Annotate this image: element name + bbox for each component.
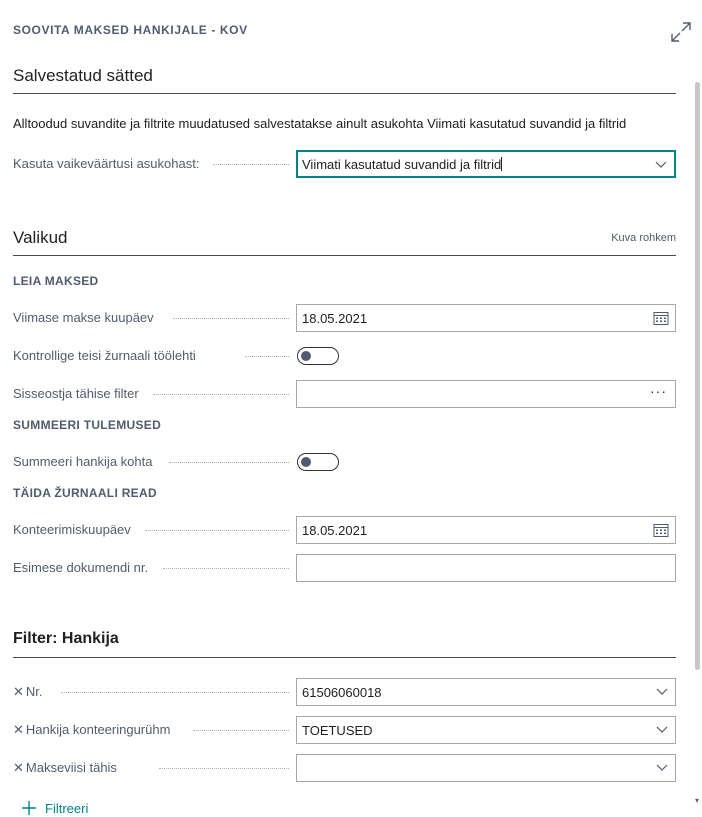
show-more-link[interactable]: Kuva rohkem bbox=[611, 232, 676, 244]
last-payment-date-input[interactable] bbox=[296, 304, 676, 332]
chevron-down-icon bbox=[656, 688, 668, 696]
filter-field-name: Nr. bbox=[25, 684, 43, 699]
vendor-filter-label bbox=[13, 722, 170, 738]
last-payment-date-label: Viimase makse kuupäev bbox=[13, 310, 154, 325]
calendar-icon[interactable] bbox=[653, 523, 669, 537]
last-payment-date-field bbox=[13, 304, 676, 332]
buyer-code-filter-input[interactable] bbox=[296, 380, 676, 408]
remove-filter-icon[interactable]: ✕ bbox=[13, 684, 24, 699]
leader-dots bbox=[169, 462, 289, 463]
more-options-icon[interactable]: ··· bbox=[650, 383, 667, 399]
leader-dots bbox=[173, 318, 289, 319]
toggle-knob bbox=[301, 457, 311, 467]
leader-dots bbox=[145, 530, 289, 531]
section-title: Valikud bbox=[13, 228, 68, 247]
options-header bbox=[13, 228, 676, 256]
last-payment-date-value: 18.05.2021 bbox=[302, 311, 368, 326]
starting-doc-no-label: Esimese dokumendi nr. bbox=[13, 560, 149, 575]
leader-dots bbox=[245, 356, 289, 357]
text-caret bbox=[501, 157, 502, 171]
add-filter-label: Filtreeri bbox=[45, 801, 89, 816]
posting-date-field bbox=[13, 516, 676, 544]
chevron-down-icon bbox=[656, 764, 668, 772]
scrollbar-thumb[interactable] bbox=[695, 82, 700, 670]
vendor-posting-group-value: TOETUSED bbox=[302, 723, 373, 738]
vertical-scrollbar[interactable] bbox=[694, 68, 702, 807]
summarize-per-vendor-field bbox=[13, 448, 676, 476]
vendor-filter-label bbox=[13, 760, 117, 776]
add-filter-button[interactable] bbox=[21, 800, 88, 816]
summarize-per-vendor-label: Summeeri hankija kohta bbox=[13, 454, 153, 469]
posting-date-input[interactable] bbox=[296, 516, 676, 544]
vendor-filter-row bbox=[13, 678, 676, 706]
scroll-down-icon[interactable]: ▾ bbox=[695, 796, 700, 805]
summarize-per-vendor-toggle[interactable] bbox=[297, 453, 339, 471]
expand-icon[interactable] bbox=[669, 20, 693, 44]
check-other-journals-field bbox=[13, 342, 676, 370]
check-other-journals-toggle[interactable] bbox=[297, 347, 339, 365]
defaults-select-value: Viimati kasutatud suvandid ja filtrid bbox=[302, 157, 502, 172]
buyer-code-filter-label: Sisseostja tähise filter bbox=[13, 386, 139, 401]
defaults-select[interactable] bbox=[296, 150, 676, 178]
filter-field-name: Makseviisi tähis bbox=[25, 760, 117, 775]
leader-dots bbox=[153, 394, 289, 395]
fill-journal-group-title: TÄIDA ŽURNAALI READ bbox=[13, 486, 157, 500]
vendor-no-value: 61506060018 bbox=[302, 685, 382, 700]
starting-doc-no-input[interactable] bbox=[296, 554, 676, 582]
leader-dots bbox=[213, 164, 289, 165]
dialog-title: SOOVITA MAKSED HANKIJALE - KOV bbox=[13, 23, 248, 37]
saved-settings-header bbox=[13, 66, 676, 94]
posting-date-value: 18.05.2021 bbox=[302, 523, 368, 538]
buyer-code-filter-field bbox=[13, 380, 676, 408]
vendor-no-select[interactable] bbox=[296, 678, 676, 706]
section-title: Filter: Hankija bbox=[13, 630, 119, 647]
dialog-body bbox=[0, 60, 702, 817]
defaults-field bbox=[13, 150, 676, 178]
section-title: Salvestatud sätted bbox=[13, 66, 153, 85]
vendor-filter-row bbox=[13, 716, 676, 744]
check-other-journals-label: Kontrollige teisi žurnaali töölehti bbox=[13, 348, 196, 363]
saved-settings-info: Alltoodud suvandite ja filtrite muudatused salvestatakse ainult asukohta Viimati kasutatud suvandid ja filtrid bbox=[13, 116, 627, 131]
vendor-filter-header bbox=[13, 630, 676, 658]
defaults-label: Kasuta vaikeväärtusi asukohast: bbox=[13, 156, 200, 171]
vendor-posting-group-select[interactable] bbox=[296, 716, 676, 744]
remove-filter-icon[interactable]: ✕ bbox=[13, 760, 24, 775]
plus-icon bbox=[21, 800, 37, 816]
leader-dots bbox=[61, 692, 289, 693]
payment-method-select[interactable] bbox=[296, 754, 676, 782]
leader-dots bbox=[159, 768, 289, 769]
leader-dots bbox=[193, 730, 289, 731]
remove-filter-icon[interactable]: ✕ bbox=[13, 722, 24, 737]
calendar-icon[interactable] bbox=[653, 311, 669, 325]
chevron-down-icon bbox=[656, 726, 668, 734]
vendor-filter-row bbox=[13, 754, 676, 782]
toggle-knob bbox=[301, 351, 311, 361]
chevron-down-icon bbox=[655, 161, 667, 169]
posting-date-label: Konteerimiskuupäev bbox=[13, 522, 131, 537]
vendor-filter-label bbox=[13, 684, 43, 700]
summarize-group-title: SUMMEERI TULEMUSED bbox=[13, 418, 162, 432]
starting-doc-no-field bbox=[13, 554, 676, 582]
find-payments-group-title: LEIA MAKSED bbox=[13, 274, 99, 288]
leader-dots bbox=[163, 568, 289, 569]
filter-field-name: Hankija konteeringurühm bbox=[25, 722, 171, 737]
